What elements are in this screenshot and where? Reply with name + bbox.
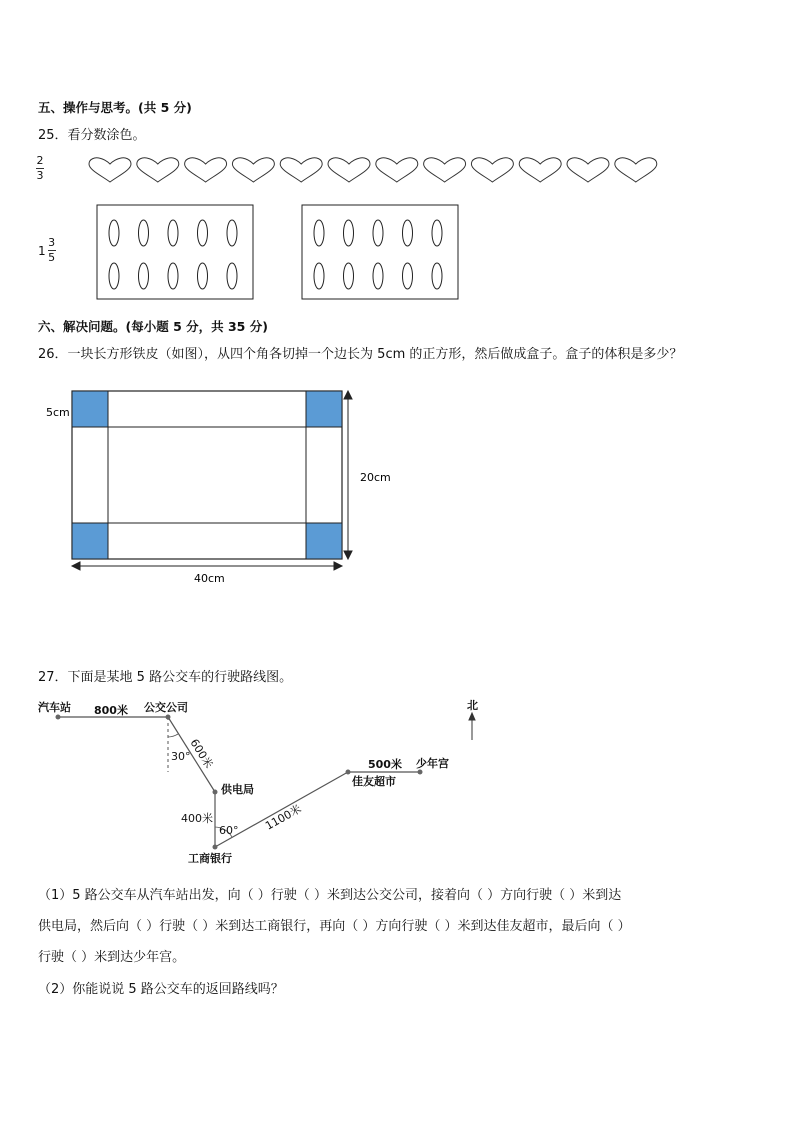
sheet-rect (72, 391, 342, 559)
stop-bank: 工商银行 (188, 852, 232, 865)
heart-shape (519, 158, 561, 182)
heart-shape (567, 158, 609, 182)
heart-shape (89, 158, 131, 182)
heart-shape (185, 158, 227, 182)
section5-heading: 五、操作与思考。(共 5 分) (38, 100, 192, 115)
stop-power-bureau: 供电局 (221, 783, 254, 796)
angle-arc-30 (168, 734, 178, 737)
north-label: 北 (467, 699, 478, 712)
heart-shape (376, 158, 418, 182)
heart-shape (328, 158, 370, 182)
stop-bus-company: 公交公司 (144, 701, 188, 714)
mixed-fraction (38, 237, 56, 264)
q27-prompt: 27．下面是某地 5 路公交车的行驶路线图。 (38, 670, 293, 685)
oval-shape (373, 263, 383, 289)
oval-shape (432, 220, 442, 246)
oval-shape (109, 263, 119, 289)
mixed-numerator: 3 (48, 236, 56, 249)
sheet-diagram (40, 385, 400, 585)
oval-shape (139, 263, 149, 289)
corner-square-top-left (72, 391, 108, 427)
label-40cm: 40cm (194, 572, 225, 585)
oval-shape (373, 220, 383, 246)
angle-60: 60° (219, 824, 239, 837)
corner-square-top-right (306, 391, 342, 427)
oval-shape (198, 220, 208, 246)
width-arrow (72, 562, 342, 570)
q27-part1-line3: 行驶（ ）米到达少年宫。 (38, 950, 186, 965)
oval-shape (403, 220, 413, 246)
oval-boxes (96, 204, 462, 302)
bus-route-map (30, 692, 500, 870)
corner-square-bottom-left (72, 523, 108, 559)
oval-shape (344, 263, 354, 289)
q27-part1-line1: （1）5 路公交车从汽车站出发，向（ ）行驶（ ）米到达公交公司，接着向（ ）方向行驶（ ）米到达 (38, 888, 622, 903)
stop-bus-station: 汽车站 (38, 701, 71, 714)
section6-heading: 六、解决问题。(每小题 5 分，共 35 分) (38, 319, 268, 334)
oval-shape (198, 263, 208, 289)
oval-shape (227, 263, 237, 289)
oval-shape (168, 263, 178, 289)
dist-400: 400米 (181, 812, 213, 825)
oval-shape (314, 220, 324, 246)
heart-shape (424, 158, 466, 182)
heart-shape (280, 158, 322, 182)
fraction-denominator: 3 (36, 169, 44, 182)
height-arrow (344, 391, 352, 559)
oval-shape (403, 263, 413, 289)
oval-shape (432, 263, 442, 289)
q25-prompt: 25．看分数涂色。 (38, 128, 146, 143)
oval-shape (109, 220, 119, 246)
heart-shape (232, 158, 274, 182)
heart-shape (137, 158, 179, 182)
oval-shape (168, 220, 178, 246)
dist-600: 600米 (187, 736, 216, 771)
mixed-whole: 1 (38, 243, 46, 258)
fraction-numerator: 2 (36, 154, 44, 167)
label-5cm: 5cm (46, 406, 70, 419)
dist-800: 800米 (94, 704, 128, 717)
mixed-denominator: 5 (48, 251, 56, 264)
q27-part2: （2）你能说说 5 路公交车的返回路线吗？ (38, 982, 284, 997)
oval-shape (139, 220, 149, 246)
fraction-two-thirds (36, 155, 44, 182)
dist-1100: 1100米 (263, 802, 304, 833)
heart-shape (471, 158, 513, 182)
heart-shape (615, 158, 657, 182)
label-20cm: 20cm (360, 471, 391, 484)
stop-youth-palace: 少年宫 (416, 757, 449, 770)
oval-shape (314, 263, 324, 289)
q26-prompt: 26．一块长方形铁皮（如图），从四个角各切掉一个边长为 5cm 的正方形，然后做成盒子。盒子的体积是多少？ (38, 347, 683, 362)
hearts-row (88, 156, 668, 188)
north-arrow-icon (469, 713, 475, 740)
q27-part1-line2: 供电局，然后向（ ）行驶（ ）米到达工商银行，再向（ ）方向行驶（ ）米到达佳友超市，最后向（ ） (38, 919, 631, 934)
stop-supermarket: 佳友超市 (352, 775, 396, 788)
dist-500: 500米 (368, 758, 402, 771)
angle-30: 30° (171, 750, 191, 763)
corner-square-bottom-right (306, 523, 342, 559)
oval-shape (344, 220, 354, 246)
oval-shape (227, 220, 237, 246)
